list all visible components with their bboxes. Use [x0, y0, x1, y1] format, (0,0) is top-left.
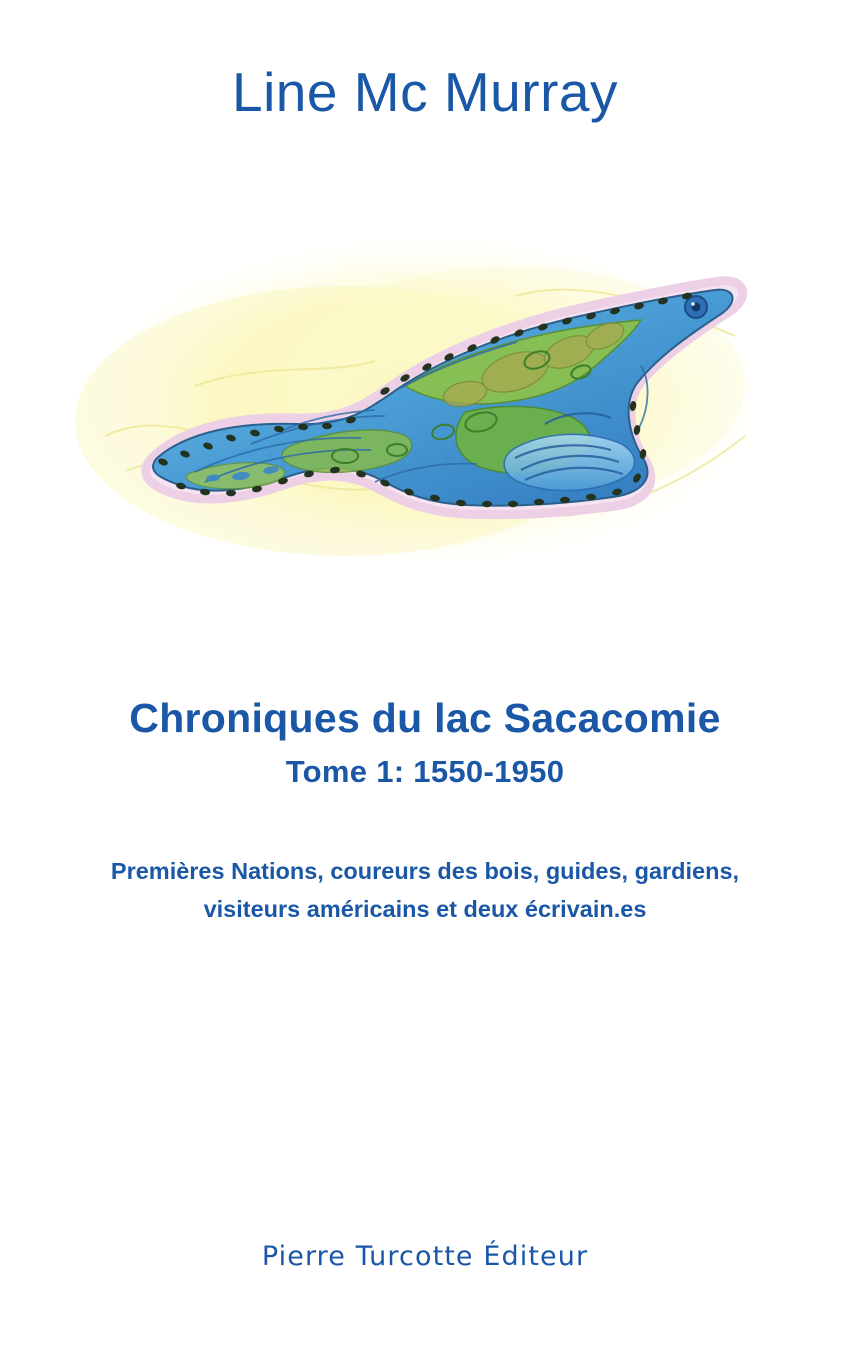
book-title: Chroniques du lac Sacacomie: [129, 694, 721, 741]
author-name: Line Mc Murray: [232, 61, 618, 123]
book-subtitle: Tome 1: 1550-1950: [285, 753, 565, 789]
book-tagline: Premières Nations, coureurs des bois, guides, gardiens, visiteurs américains et deux écrivain.es: [110, 857, 740, 922]
cover-illustration: [35, 181, 815, 611]
title-block: [0, 695, 850, 790]
lake-island-illustration: [45, 186, 805, 606]
publisher-name: Pierre Turcotte Éditeur: [261, 1241, 589, 1272]
